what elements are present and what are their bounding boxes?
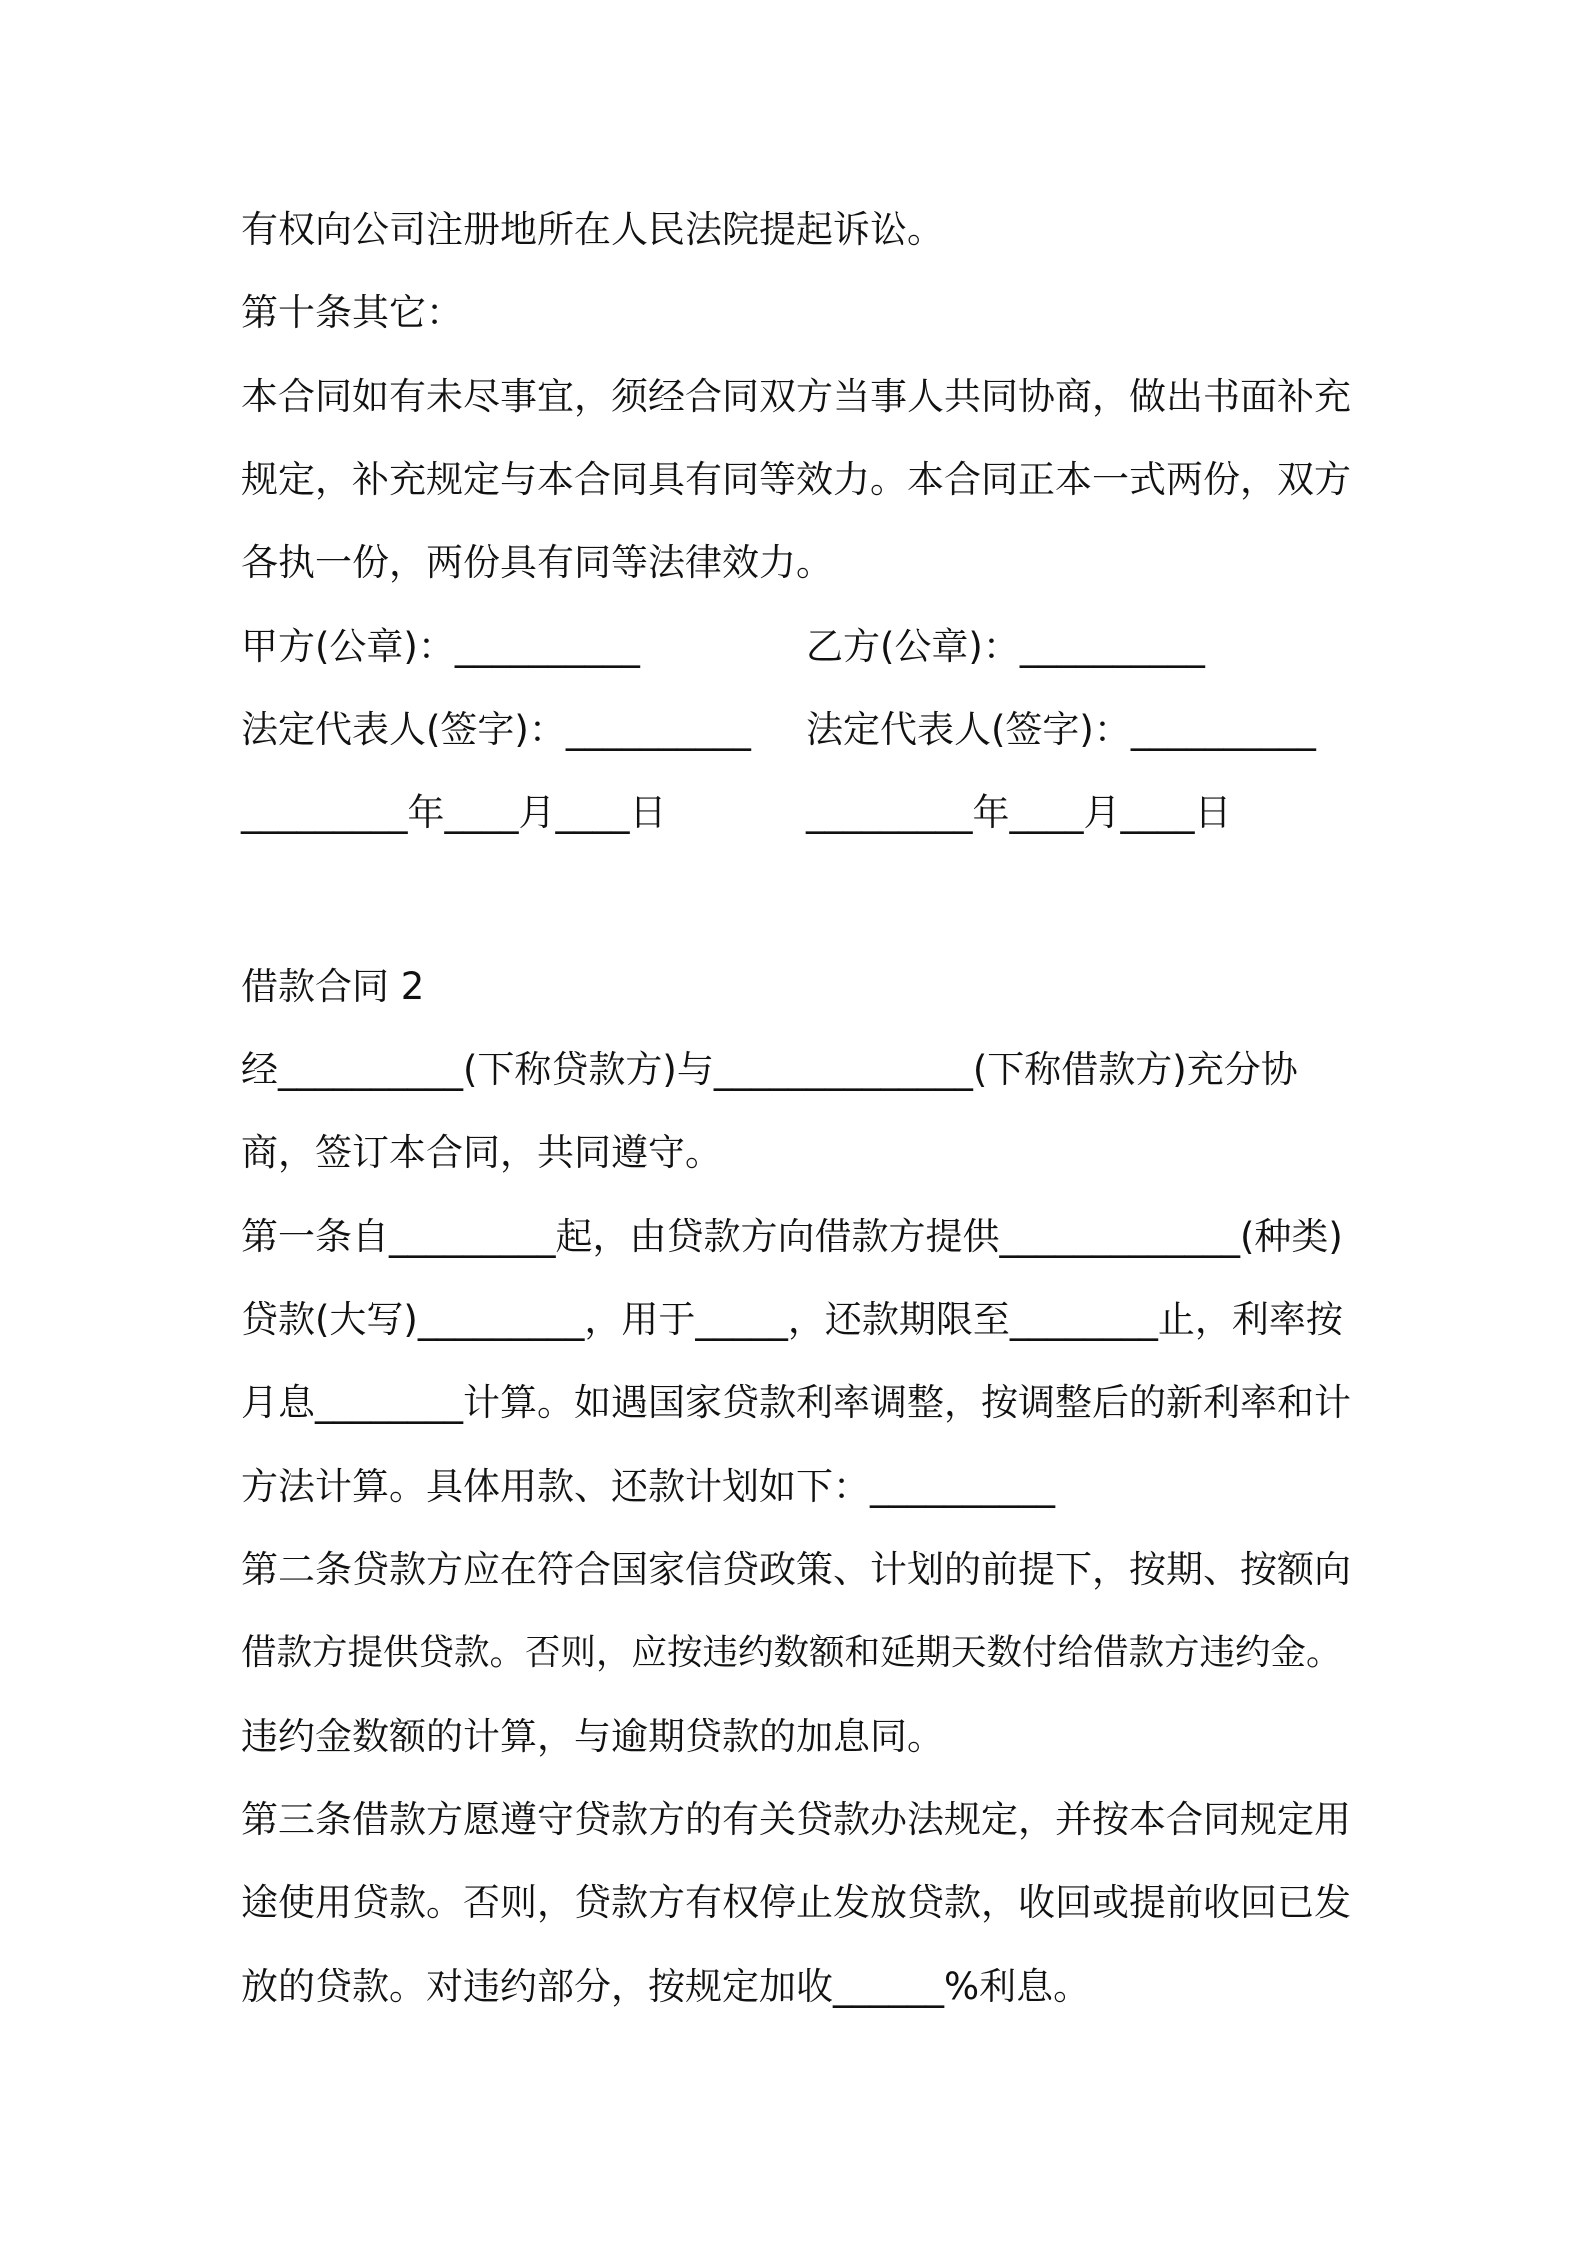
- text-line: 规定，补充规定与本合同具有同等效力。本合同正本一式两份，双方: [241, 458, 1351, 501]
- party-a-seal: 甲方(公章)：__________: [241, 625, 640, 668]
- section-title: 借款合同 2: [241, 965, 425, 1008]
- text-line: 借款方提供贷款。否则，应按违约数额和延期天数付给借款方违约金。: [241, 1632, 1342, 1673]
- text-line: 途使用贷款。否则，贷款方有权停止发放贷款，收回或提前收回已发: [241, 1881, 1351, 1924]
- party-a-date: _________年____月____日: [241, 791, 667, 834]
- text-line: 违约金数额的计算，与逾期贷款的加息同。: [241, 1715, 944, 1758]
- text-line: 第一条自_________起，由贷款方向借款方提供_____________(种类): [241, 1215, 1343, 1258]
- text-line: 第二条贷款方应在符合国家信贷政策、计划的前提下，按期、按额向: [241, 1548, 1351, 1591]
- text-line: 第三条借款方愿遵守贷款方的有关贷款办法规定，并按本合同规定用: [241, 1798, 1351, 1841]
- article-heading: 第十条其它：: [241, 291, 463, 334]
- text-line: 放的贷款。对违约部分，按规定加收______%利息。: [241, 1965, 1091, 2008]
- party-b-date: _________年____月____日: [806, 791, 1232, 834]
- party-b-representative: 法定代表人(签字)：__________: [806, 708, 1316, 751]
- text-line: 月息________计算。如遇国家贷款利率调整，按调整后的新利率和计: [241, 1381, 1351, 1424]
- party-b-seal: 乙方(公章)：__________: [806, 625, 1205, 668]
- party-a-representative: 法定代表人(签字)：__________: [241, 708, 751, 751]
- text-line: 有权向公司注册地所在人民法院提起诉讼。: [241, 208, 944, 251]
- text-line: 各执一份，两份具有同等法律效力。: [241, 541, 833, 584]
- text-line: 经__________(下称贷款方)与______________(下称借款方)充分协: [241, 1048, 1298, 1091]
- text-line: 方法计算。具体用款、还款计划如下：__________: [241, 1465, 1055, 1508]
- text-line: 商，签订本合同，共同遵守。: [241, 1131, 722, 1174]
- text-line: 贷款(大写)_________，用于_____，还款期限至________止，利率按: [241, 1298, 1343, 1341]
- text-line: 本合同如有未尽事宜，须经合同双方当事人共同协商，做出书面补充: [241, 375, 1351, 418]
